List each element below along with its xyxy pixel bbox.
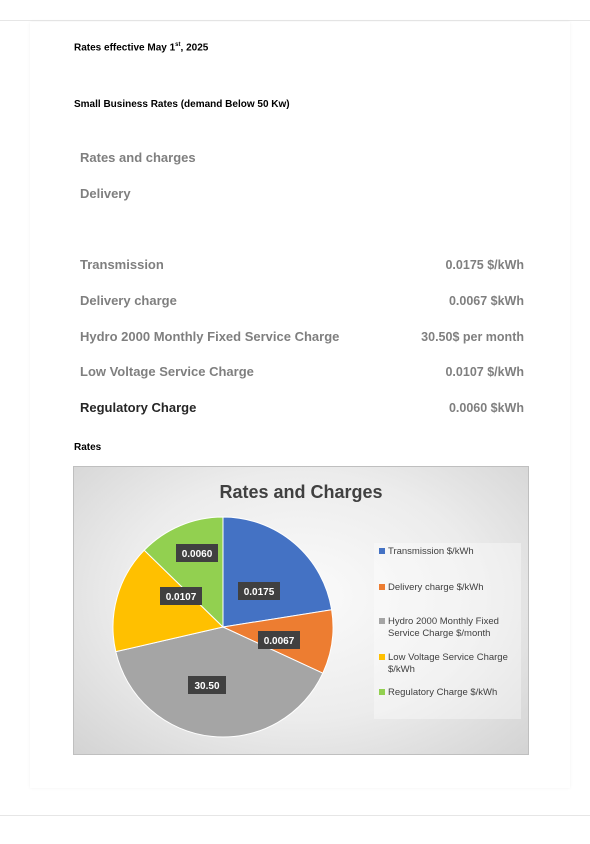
legend-entry: Regulatory Charge $/kWh (388, 687, 498, 698)
legend-entry: Transmission $/kWh (388, 546, 474, 557)
chart-caption: Rates (74, 442, 102, 453)
legend-swatch (379, 618, 385, 624)
chart-title: Rates and Charges (219, 482, 383, 502)
row-label-transmission: Transmission (80, 257, 164, 272)
legend-entry: Hydro 2000 Monthly Fixed Service Charge $/month (388, 616, 499, 639)
row-value-low-voltage: 0.0107 $/kWh (445, 365, 524, 379)
pie-chart (73, 466, 529, 755)
bottom-divider (0, 815, 590, 816)
row-value-transmission: 0.0175 $/kWh (445, 258, 524, 272)
pie-chart-svg (74, 467, 528, 754)
rates-heading: Rates and charges (80, 150, 196, 165)
data-label: 30.50 (194, 681, 220, 692)
top-toolbar-strip (0, 0, 590, 20)
legend-entry: Low Voltage Service Charge $/kWh (388, 652, 508, 675)
data-label: 0.0067 (263, 636, 295, 647)
data-label: 0.0107 (165, 592, 197, 603)
row-value-delivery-charge: 0.0067 $kWh (448, 294, 524, 308)
legend-swatch (379, 584, 385, 590)
data-label: 0.0060 (181, 549, 213, 560)
legend-swatch (379, 654, 385, 660)
row-label-fixed-service-charge: Hydro 2000 Monthly Fixed Service Charge (80, 329, 340, 344)
row-value-fixed-service-charge: 30.50$ per month (421, 330, 524, 344)
pie-slice (223, 517, 332, 627)
legend-swatch (379, 548, 385, 554)
row-label-delivery-charge: Delivery charge (80, 293, 177, 308)
legend-swatch (379, 689, 385, 695)
legend-entry: Delivery charge $/kWh (388, 582, 484, 593)
delivery-heading: Delivery (80, 186, 131, 201)
row-value-regulatory: 0.0060 $kWh (448, 401, 524, 415)
data-label: 0.0175 (243, 587, 275, 598)
top-divider (0, 20, 590, 21)
row-label-regulatory: Regulatory Charge (80, 400, 197, 415)
effective-date-heading: Rates effective May 1st, 2025 (74, 42, 209, 54)
row-label-low-voltage: Low Voltage Service Charge (80, 364, 254, 379)
section-title: Small Business Rates (demand Below 50 Kw) (74, 99, 290, 110)
